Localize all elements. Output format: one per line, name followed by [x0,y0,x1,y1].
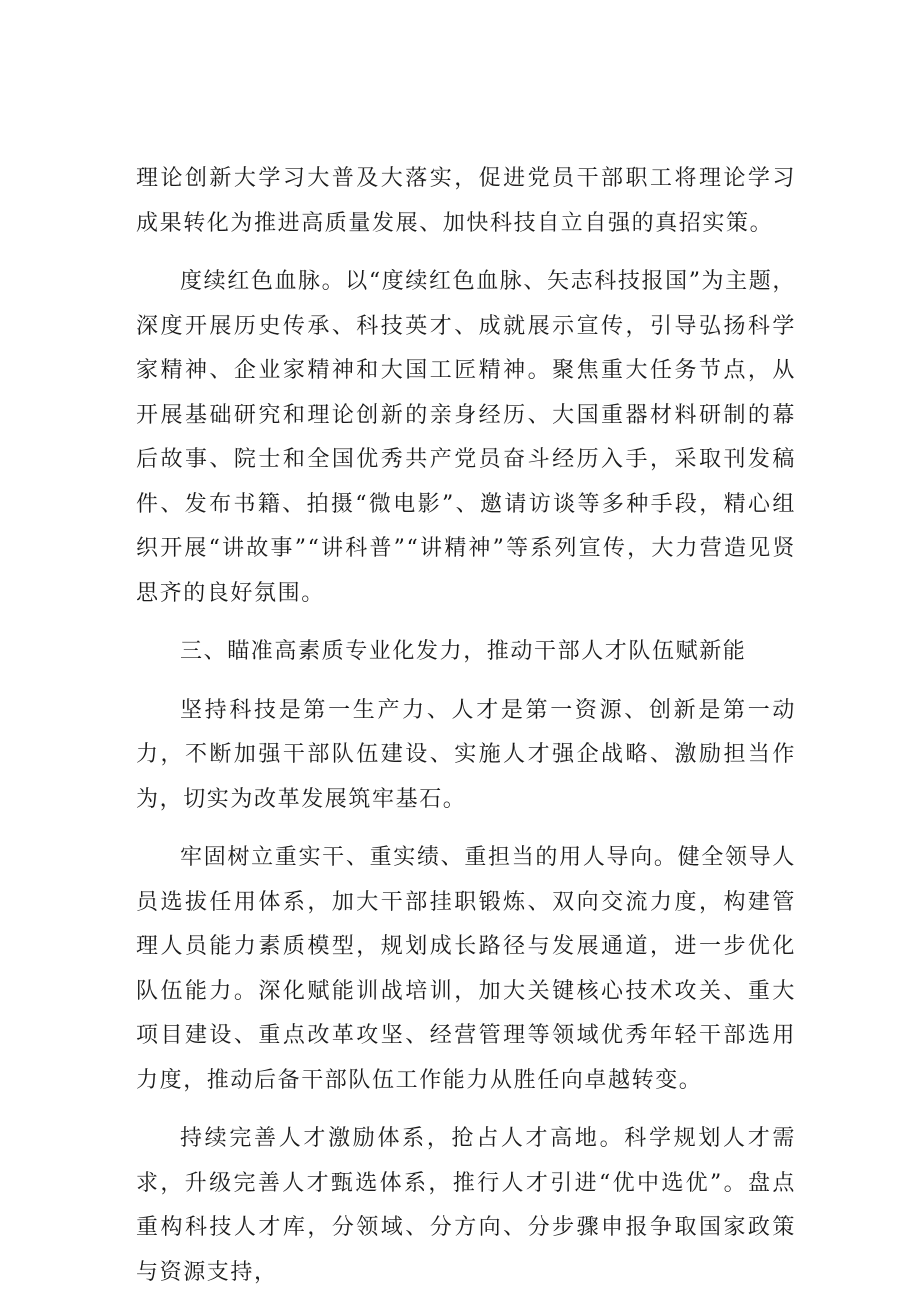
paragraph-talent-incentive: 持续完善人才激励体系，抢占人才高地。科学规划人才需求，升级完善人才甄选体系，推行人才引进“优中选优”。盘点重构科技人才库，分领域、分方向、分步骤申报争取国家政策与资源支持， [136,1126,796,1285]
paragraph-red-heritage: 度续红色血脉。以“度续红色血脉、矢志科技报国”为主题，深度开展历史传承、科技英才、成就展示宣传，引导弘扬科学家精神、企业家精神和大国工匠精神。聚焦重大任务节点，从开展基础研究和理论创新的亲身经历、大国重器材料研制的幕后故事、院士和全国优秀共产党员奋斗经历入手，采取刊发稿件、发布书籍、拍摄“微电影”、邀请访谈等多种手段，精心组织开展“讲故事”“讲科普”“讲精神”等系列宣传，大力营造见贤思齐的良好氛围。 [136,269,796,606]
paragraph-talent-strategy: 坚持科技是第一生产力、人才是第一资源、创新是第一动力，不断加强干部队伍建设、实施人才强企战略、激励担当作为，切实为改革发展筑牢基石。 [136,697,796,812]
document-body [136,157,796,1309]
section-heading-three: 三、瞄准高素质专业化发力，推动干部人才队伍赋新能 [180,639,747,664]
paragraph-continuation: 理论创新大学习大普及大落实，促进党员干部职工将理论学习成果转化为推进高质量发展、加快科技自立自强的真招实策。 [136,166,796,236]
paragraph-cadre-selection: 牢固树立重实干、重实绩、重担当的用人导向。健全领导人员选拔任用体系，加大干部挂职锻炼、双向交流力度，构建管理人员能力素质模型，规划成长路径与发展通道，进一步优化队伍能力。深化赋能训战培训，加大关键核心技术攻关、重大项目建设、重点改革攻坚、经营管理等领域优秀年轻干部选用力度，推动后备干部队伍工作能力从胜任向卓越转变。 [136,845,796,1093]
